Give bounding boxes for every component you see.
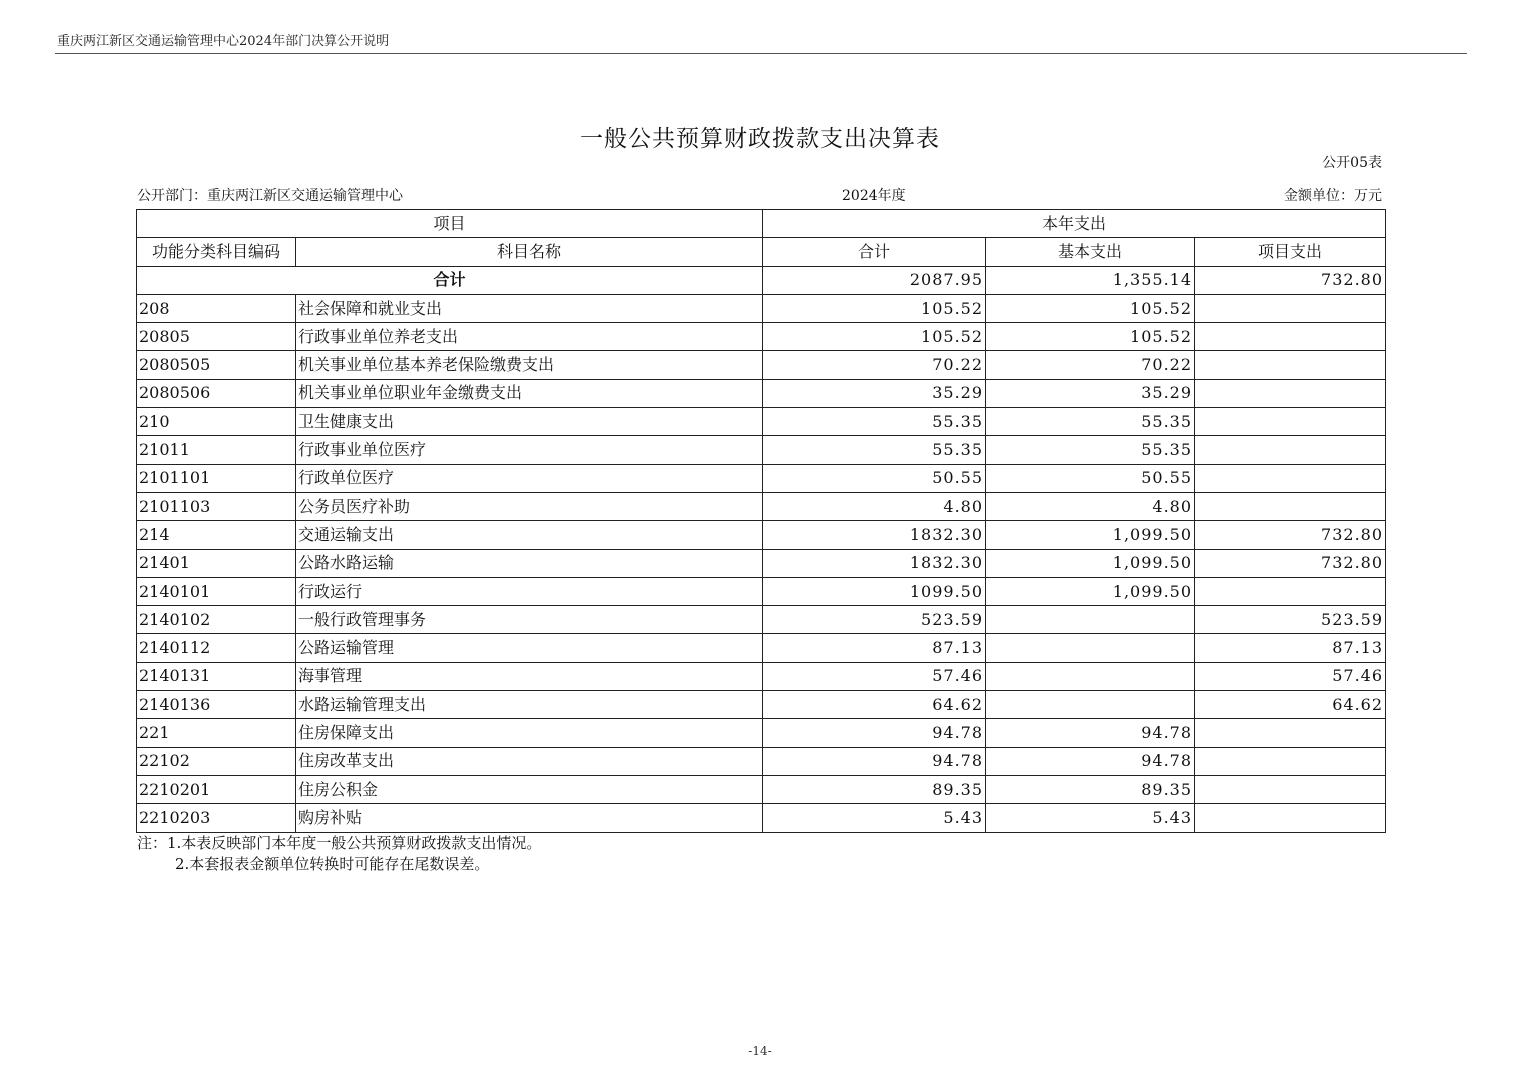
row-name: 一般行政管理事务 — [296, 606, 763, 634]
row-basic: 50.55 — [986, 464, 1195, 492]
row-name: 海事管理 — [296, 662, 763, 690]
row-code: 21401 — [137, 549, 296, 577]
row-basic: 94.78 — [986, 719, 1195, 747]
row-total: 4.80 — [763, 492, 986, 520]
row-project — [1195, 323, 1386, 351]
table-row — [137, 379, 1386, 407]
row-code: 22102 — [137, 747, 296, 775]
row-name: 公路水路运输 — [296, 549, 763, 577]
table-row — [137, 464, 1386, 492]
row-code: 2101103 — [137, 492, 296, 520]
row-project — [1195, 492, 1386, 520]
row-basic: 5.43 — [986, 804, 1195, 832]
header-item: 项目 — [137, 210, 763, 238]
row-code: 221 — [137, 719, 296, 747]
row-total: 50.55 — [763, 464, 986, 492]
budget-expenditure-table — [136, 209, 1386, 833]
table-row — [137, 323, 1386, 351]
row-code: 2140136 — [137, 691, 296, 719]
row-name: 住房改革支出 — [296, 747, 763, 775]
header-name: 科目名称 — [296, 238, 763, 266]
row-basic — [986, 634, 1195, 662]
row-project: 87.13 — [1195, 634, 1386, 662]
table-row — [137, 408, 1386, 436]
row-code: 210 — [137, 408, 296, 436]
header-rule — [55, 53, 1467, 54]
table-row — [137, 521, 1386, 549]
row-total: 57.46 — [763, 662, 986, 690]
row-name: 社会保障和就业支出 — [296, 294, 763, 322]
row-total: 5.43 — [763, 804, 986, 832]
row-total: 89.35 — [763, 775, 986, 803]
row-name: 卫生健康支出 — [296, 408, 763, 436]
row-total: 94.78 — [763, 747, 986, 775]
note-line-2: 2.本套报表金额单位转换时可能存在尾数误差。 — [175, 855, 490, 873]
table-row — [137, 719, 1386, 747]
row-total: 105.52 — [763, 294, 986, 322]
row-basic — [986, 691, 1195, 719]
table-row — [137, 294, 1386, 322]
table-row — [137, 577, 1386, 605]
row-basic: 1,099.50 — [986, 577, 1195, 605]
row-basic — [986, 662, 1195, 690]
total-row — [137, 266, 1386, 294]
row-total: 55.35 — [763, 436, 986, 464]
note-line-1: 注：1.本表反映部门本年度一般公共预算财政拨款支出情况。 — [137, 834, 542, 852]
row-name: 公务员医疗补助 — [296, 492, 763, 520]
row-name: 行政事业单位养老支出 — [296, 323, 763, 351]
row-project — [1195, 719, 1386, 747]
table-row — [137, 804, 1386, 832]
row-total: 523.59 — [763, 606, 986, 634]
row-total: 105.52 — [763, 323, 986, 351]
header-project: 项目支出 — [1195, 238, 1386, 266]
page-title: 一般公共预算财政拨款支出决算表 — [580, 126, 940, 152]
header-current-year-expenditure: 本年支出 — [763, 210, 1386, 238]
row-project — [1195, 577, 1386, 605]
row-project: 732.80 — [1195, 521, 1386, 549]
table-row — [137, 549, 1386, 577]
total-row-project: 732.80 — [1195, 266, 1386, 294]
row-basic: 1,099.50 — [986, 521, 1195, 549]
fiscal-year-label: 2024年度 — [842, 188, 906, 204]
row-code: 208 — [137, 294, 296, 322]
row-basic — [986, 606, 1195, 634]
row-name: 行政单位医疗 — [296, 464, 763, 492]
running-header: 重庆两江新区交通运输管理中心2024年部门决算公开说明 — [57, 34, 390, 49]
table-header-row-top — [137, 210, 1386, 238]
notes — [137, 833, 541, 875]
row-basic: 4.80 — [986, 492, 1195, 520]
row-code: 21011 — [137, 436, 296, 464]
total-row-total: 2087.95 — [763, 266, 986, 294]
row-code: 214 — [137, 521, 296, 549]
row-code: 2210203 — [137, 804, 296, 832]
row-total: 55.35 — [763, 408, 986, 436]
row-project — [1195, 379, 1386, 407]
row-basic: 55.35 — [986, 436, 1195, 464]
row-code: 2080506 — [137, 379, 296, 407]
row-code: 2140131 — [137, 662, 296, 690]
row-basic: 105.52 — [986, 323, 1195, 351]
row-code: 2080505 — [137, 351, 296, 379]
row-name: 行政事业单位医疗 — [296, 436, 763, 464]
row-code: 2140112 — [137, 634, 296, 662]
row-total: 64.62 — [763, 691, 986, 719]
header-code: 功能分类科目编码 — [137, 238, 296, 266]
department-label: 公开部门：重庆两江新区交通运输管理中心 — [137, 188, 403, 204]
row-project — [1195, 294, 1386, 322]
row-basic: 94.78 — [986, 747, 1195, 775]
table-row — [137, 662, 1386, 690]
row-code: 20805 — [137, 323, 296, 351]
row-basic: 1,099.50 — [986, 549, 1195, 577]
form-code: 公开05表 — [1322, 155, 1382, 171]
row-project — [1195, 804, 1386, 832]
row-name: 水路运输管理支出 — [296, 691, 763, 719]
table-header-row-sub — [137, 238, 1386, 266]
row-project — [1195, 775, 1386, 803]
row-project — [1195, 408, 1386, 436]
page-number: -14- — [748, 1044, 772, 1058]
row-code: 2210201 — [137, 775, 296, 803]
header-basic: 基本支出 — [986, 238, 1195, 266]
row-name: 购房补贴 — [296, 804, 763, 832]
table-row — [137, 691, 1386, 719]
row-total: 70.22 — [763, 351, 986, 379]
table-row — [137, 492, 1386, 520]
table-row — [137, 351, 1386, 379]
row-project: 732.80 — [1195, 549, 1386, 577]
row-project — [1195, 351, 1386, 379]
amount-unit-label: 金额单位：万元 — [1284, 188, 1382, 204]
row-total: 94.78 — [763, 719, 986, 747]
total-row-basic: 1,355.14 — [986, 266, 1195, 294]
total-row-label: 合计 — [137, 266, 763, 294]
row-total: 87.13 — [763, 634, 986, 662]
row-name: 住房保障支出 — [296, 719, 763, 747]
row-project: 523.59 — [1195, 606, 1386, 634]
row-total: 35.29 — [763, 379, 986, 407]
row-basic: 70.22 — [986, 351, 1195, 379]
row-basic: 105.52 — [986, 294, 1195, 322]
row-basic: 35.29 — [986, 379, 1195, 407]
row-name: 机关事业单位基本养老保险缴费支出 — [296, 351, 763, 379]
row-name: 行政运行 — [296, 577, 763, 605]
row-basic: 55.35 — [986, 408, 1195, 436]
row-code: 2140102 — [137, 606, 296, 634]
row-total: 1832.30 — [763, 549, 986, 577]
row-code: 2140101 — [137, 577, 296, 605]
row-name: 公路运输管理 — [296, 634, 763, 662]
row-total: 1832.30 — [763, 521, 986, 549]
table-row — [137, 634, 1386, 662]
row-code: 2101101 — [137, 464, 296, 492]
header-total: 合计 — [763, 238, 986, 266]
row-project — [1195, 436, 1386, 464]
row-name: 交通运输支出 — [296, 521, 763, 549]
row-project: 64.62 — [1195, 691, 1386, 719]
row-name: 住房公积金 — [296, 775, 763, 803]
table-row — [137, 775, 1386, 803]
row-name: 机关事业单位职业年金缴费支出 — [296, 379, 763, 407]
table-row — [137, 606, 1386, 634]
row-project: 57.46 — [1195, 662, 1386, 690]
row-basic: 89.35 — [986, 775, 1195, 803]
row-project — [1195, 464, 1386, 492]
row-total: 1099.50 — [763, 577, 986, 605]
table-row — [137, 747, 1386, 775]
row-project — [1195, 747, 1386, 775]
table-row — [137, 436, 1386, 464]
